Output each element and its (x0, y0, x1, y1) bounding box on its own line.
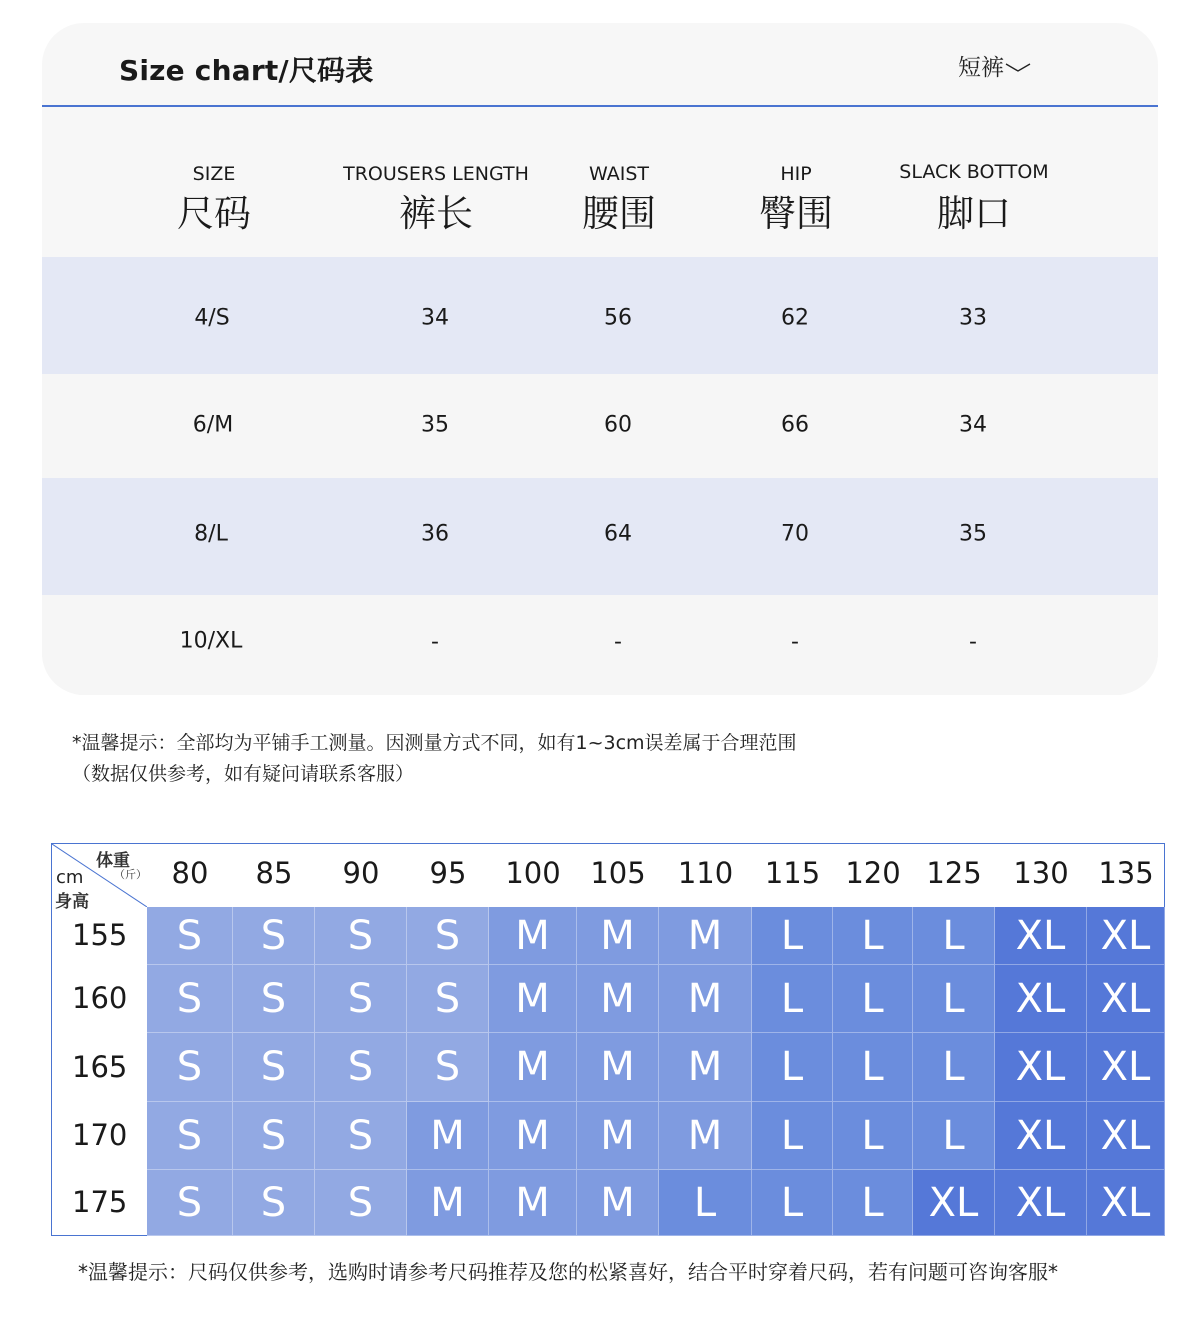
weight-header: 95 (429, 856, 467, 890)
cell-length: 36 (421, 521, 449, 547)
col-size-zh: 尺码 (177, 192, 251, 235)
size-cell: M (489, 1102, 577, 1170)
size-cell: L (659, 1170, 752, 1236)
cell-size: 8/L (194, 521, 228, 547)
size-cell: S (315, 1102, 407, 1170)
size-cell: S (147, 1033, 233, 1102)
size-cell: S (147, 965, 233, 1033)
cell-length: 35 (421, 412, 449, 438)
cell-waist: 56 (604, 305, 632, 331)
size-cell: S (233, 1102, 315, 1170)
cell-bottom: 35 (959, 521, 987, 547)
weight-header: 100 (505, 856, 561, 890)
weight-header: 90 (342, 856, 380, 890)
size-cell: S (315, 1033, 407, 1102)
cell-size: 6/M (192, 412, 234, 438)
size-cell: L (752, 965, 833, 1033)
cell-length: - (431, 629, 439, 655)
size-cell: M (407, 1170, 489, 1236)
size-cell: L (752, 1033, 833, 1102)
weight-header: 120 (845, 856, 901, 890)
size-cell: M (659, 907, 752, 965)
size-recommendation-grid (51, 843, 1165, 1236)
height-header: 160 (72, 981, 128, 1015)
weight-header: 110 (677, 856, 734, 890)
size-cell: L (752, 1170, 833, 1236)
size-cell: M (489, 965, 577, 1033)
size-cell: XL (1087, 1170, 1165, 1236)
height-header: 170 (72, 1118, 128, 1152)
weight-header: 105 (590, 856, 646, 890)
size-chart-title: Size chart/尺码表 (119, 54, 374, 87)
size-cell: M (659, 1102, 752, 1170)
size-cell: M (577, 965, 659, 1033)
product-type-label: 短裤 (958, 55, 1004, 81)
cell-hip: - (791, 629, 799, 655)
chevron-down-icon (1005, 62, 1031, 74)
cell-bottom: 34 (959, 412, 987, 438)
weight-header: 80 (171, 856, 209, 890)
weight-header: 135 (1098, 856, 1154, 890)
size-cell: L (833, 965, 913, 1033)
size-cell: S (147, 1170, 233, 1236)
size-cell: M (659, 965, 752, 1033)
size-reference-note: *温馨提示：尺码仅供参考，选购时请参考尺码推荐及您的松紧喜好，结合平时穿着尺码，若有问题可咨询客服* (78, 1260, 1058, 1284)
product-type-dropdown[interactable] (958, 49, 1031, 82)
header-divider (42, 105, 1158, 107)
cell-waist: - (614, 629, 622, 655)
size-cell: L (833, 907, 913, 965)
size-cell: S (407, 965, 489, 1033)
size-cell: S (315, 907, 407, 965)
cell-bottom: - (969, 629, 977, 655)
grid-corner-header (52, 844, 147, 912)
size-cell: M (489, 1033, 577, 1102)
size-cell: S (147, 907, 233, 965)
size-cell: XL (1087, 1033, 1165, 1102)
size-cell: L (913, 907, 995, 965)
size-cell: M (577, 907, 659, 965)
size-cell: L (913, 965, 995, 1033)
size-cell: L (752, 907, 833, 965)
size-cell: XL (995, 907, 1087, 965)
size-cell: XL (1087, 1102, 1165, 1170)
size-cell: L (833, 1033, 913, 1102)
size-chart-card (42, 23, 1158, 695)
size-cell: S (315, 965, 407, 1033)
col-waist-zh: 腰围 (582, 192, 656, 235)
size-cell: L (833, 1170, 913, 1236)
height-axis-label: 身高 (55, 892, 89, 912)
measurement-note-line2: （数据仅供参考，如有疑问请联系客服） (72, 763, 415, 785)
size-cell: XL (1087, 965, 1165, 1033)
col-waist-en: WAIST (588, 163, 650, 185)
weight-unit-label: （斤） (114, 868, 147, 881)
size-cell: S (233, 1033, 315, 1102)
size-cell: XL (995, 1170, 1087, 1236)
col-length-en: TROUSERS LENGTH (343, 163, 529, 185)
size-cell: S (407, 1033, 489, 1102)
height-header: 155 (72, 918, 128, 952)
height-header: 165 (72, 1049, 128, 1084)
cell-waist: 60 (604, 412, 632, 438)
col-size-en: SIZE (192, 163, 236, 185)
weight-header: 85 (255, 856, 293, 890)
size-cell: M (577, 1102, 659, 1170)
cell-size: 10/XL (179, 628, 243, 654)
weight-header: 125 (926, 856, 982, 890)
size-cell: XL (913, 1170, 995, 1236)
size-cell: M (577, 1033, 659, 1102)
size-cell: S (315, 1170, 407, 1236)
size-cell: L (913, 1033, 995, 1102)
weight-header: 130 (1013, 856, 1069, 890)
col-hip-en: HIP (780, 163, 812, 185)
measurement-note (72, 728, 797, 790)
col-length-zh: 裤长 (399, 192, 473, 235)
size-cell: XL (995, 1102, 1087, 1170)
size-cell: L (833, 1102, 913, 1170)
size-cell: XL (995, 1033, 1087, 1102)
cell-hip: 66 (781, 412, 809, 438)
size-cell: M (407, 1102, 489, 1170)
size-cell: S (407, 907, 489, 965)
height-unit-label: cm (56, 867, 84, 888)
size-cell: L (752, 1102, 833, 1170)
size-chart-header (42, 23, 1158, 107)
col-bottom-zh: 脚口 (937, 192, 1011, 235)
cell-size: 4/S (194, 305, 230, 331)
size-cell: M (659, 1033, 752, 1102)
col-hip-zh: 臀围 (759, 192, 833, 235)
weight-header: 115 (764, 856, 821, 890)
size-cell: S (147, 1102, 233, 1170)
cell-length: 34 (421, 305, 449, 331)
weight-axis-label: 体重 (96, 851, 130, 871)
size-cell: XL (995, 965, 1087, 1033)
size-cell: S (233, 907, 315, 965)
size-cell: M (489, 907, 577, 965)
size-cell: S (233, 1170, 315, 1236)
col-bottom-en: SLACK BOTTOM (899, 161, 1049, 183)
size-cell: M (489, 1170, 577, 1236)
cell-waist: 64 (604, 521, 632, 547)
size-cell: S (233, 965, 315, 1033)
size-cell: XL (1087, 907, 1165, 965)
size-cell: M (577, 1170, 659, 1236)
measurement-note-line1: *温馨提示：全部均为平铺手工测量。因测量方式不同，如有1~3cm误差属于合理范围 (72, 732, 797, 754)
size-cell: L (913, 1102, 995, 1170)
cell-hip: 62 (781, 305, 809, 331)
cell-hip: 70 (781, 521, 809, 547)
cell-bottom: 33 (959, 305, 987, 331)
height-header: 175 (72, 1185, 128, 1219)
